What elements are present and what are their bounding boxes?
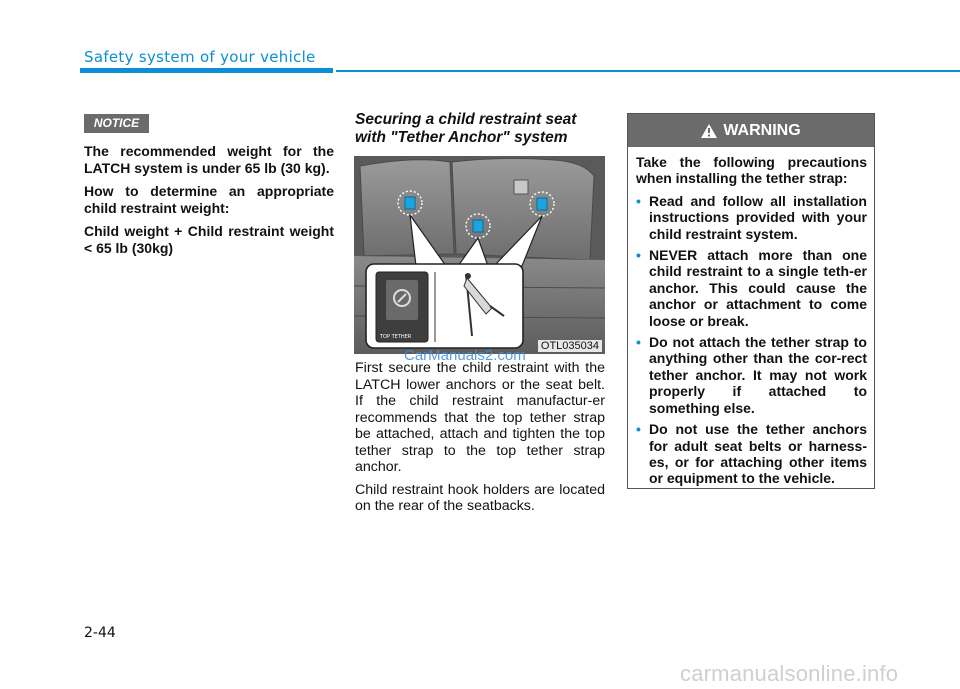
warning-item xyxy=(636,334,867,416)
header-rule-thin xyxy=(336,70,960,72)
tether-heading: Securing a child restraint seat with "Tether Anchor" system xyxy=(355,111,577,146)
tether-anchor-figure xyxy=(354,156,605,354)
figure-code: OTL035034 xyxy=(538,340,602,352)
page-number: 2-44 xyxy=(84,625,116,641)
cargo-area-illustration xyxy=(354,156,605,354)
tether-paragraph: First secure the child restraint with the LATCH lower anchors or the seat belt. If the child restraint manufactur-er recommends that the top tether strap be attached, attach and tighten the top tether strap to the top tether strap anchor. xyxy=(355,360,605,475)
warning-item-text: Do not attach the tether strap to anything other than the cor-rect tether anchor. It may not work properly if attached to something else. xyxy=(649,334,867,416)
notice-badge: NOTICE xyxy=(84,114,149,133)
tether-paragraph: Child restraint hook holders are located on the rear of the seatbacks. xyxy=(355,481,605,514)
warning-item-text: Read and follow all installation instructions provided with your child restraint system. xyxy=(649,192,867,242)
warning-item-text: NEVER attach more than one child restraint to a single teth-er anchor. This could cause the anchor or attachment to come loose or break. xyxy=(649,247,867,329)
warning-header xyxy=(628,114,874,147)
warning-list xyxy=(636,193,867,487)
top-tether-label: TOP TETHER xyxy=(380,334,412,340)
warning-intro: Take the following precautions when installing the tether strap: xyxy=(636,154,867,187)
section-title: Safety system of your vehicle xyxy=(84,48,316,66)
footer-site-watermark: carmanualsonline.info xyxy=(680,661,899,686)
notice-paragraph: The recommended weight for the LATCH system is under 65 lb (30 kg). xyxy=(84,143,334,176)
tether-instructions xyxy=(355,360,605,521)
warning-item xyxy=(636,421,867,487)
warning-item xyxy=(636,193,867,242)
warning-triangle-icon xyxy=(701,124,717,138)
bullet-icon: • xyxy=(636,192,641,209)
header-rule-thick xyxy=(80,68,333,73)
warning-item xyxy=(636,247,867,329)
bullet-icon: • xyxy=(636,247,641,264)
bullet-icon: • xyxy=(636,334,641,351)
notice-paragraph: How to determine an appropriate child restraint weight: xyxy=(84,183,334,216)
warning-title: WARNING xyxy=(723,121,801,139)
warning-body xyxy=(628,147,874,487)
top-tether-holder-icon xyxy=(376,272,436,342)
warning-box xyxy=(627,113,875,489)
notice-text xyxy=(84,143,334,263)
bullet-icon: • xyxy=(636,421,641,438)
notice-paragraph: Child weight + Child restraint weight < 65 lb (30kg) xyxy=(84,223,334,256)
warning-item-text: Do not use the tether anchors for adult seat belts or harness-es, or for attaching other items or equipment to the vehicle. xyxy=(649,421,867,487)
watermark-text: CarManuals2.com xyxy=(404,347,526,364)
